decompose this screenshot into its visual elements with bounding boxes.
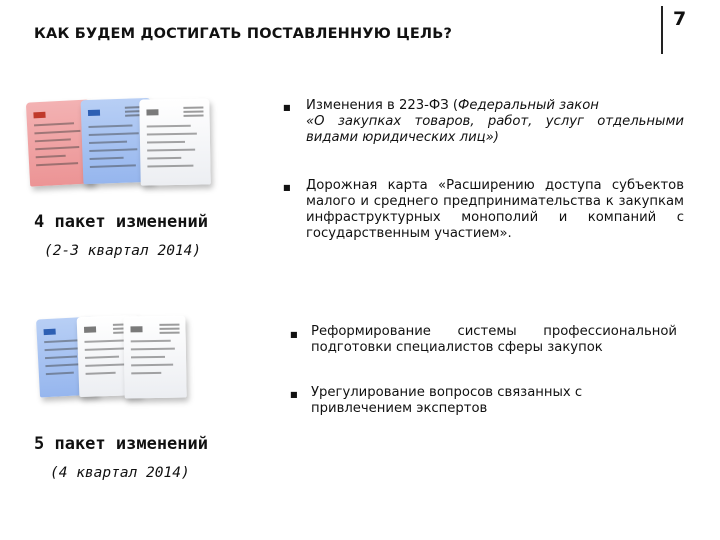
bullet-icon: ■: [283, 183, 291, 192]
package-5-period: (4 квартал 2014): [50, 465, 190, 481]
package-5-item-1: Реформирование системы профессиональной подготовки специалистов сферы закупок: [311, 324, 677, 355]
page-title: КАК БУДЕМ ДОСТИГАТЬ ПОСТАВЛЕННУЮ ЦЕЛЬ?: [34, 26, 453, 42]
bullet-icon: ■: [283, 103, 291, 112]
package-5-item-2: Урегулирование вопросов связанных с привлечением экспертов: [311, 385, 583, 416]
bullet-icon: ■: [290, 390, 298, 399]
package-5-label: 5 пакет изменений: [34, 434, 208, 454]
page-number: 7: [673, 8, 687, 30]
bullet-icon: ■: [290, 330, 298, 339]
document-icon-white: [139, 98, 210, 185]
package-4-item-1: Изменения в 223-ФЗ (Федеральный закон «О закупках товаров, работ, услуг отдельными видами юридических лиц»): [306, 98, 684, 145]
divider: [661, 6, 663, 54]
package-4-item-2: Дорожная карта «Расширению доступа субъектов малого и среднего предпринимательства к закупкам инфраструктурных монополий и компаний с государственным участием».: [306, 178, 684, 241]
document-icon-white: [123, 315, 186, 398]
package-4-period: (2-3 квартал 2014): [44, 243, 202, 259]
package-4-label: 4 пакет изменений: [34, 212, 208, 232]
